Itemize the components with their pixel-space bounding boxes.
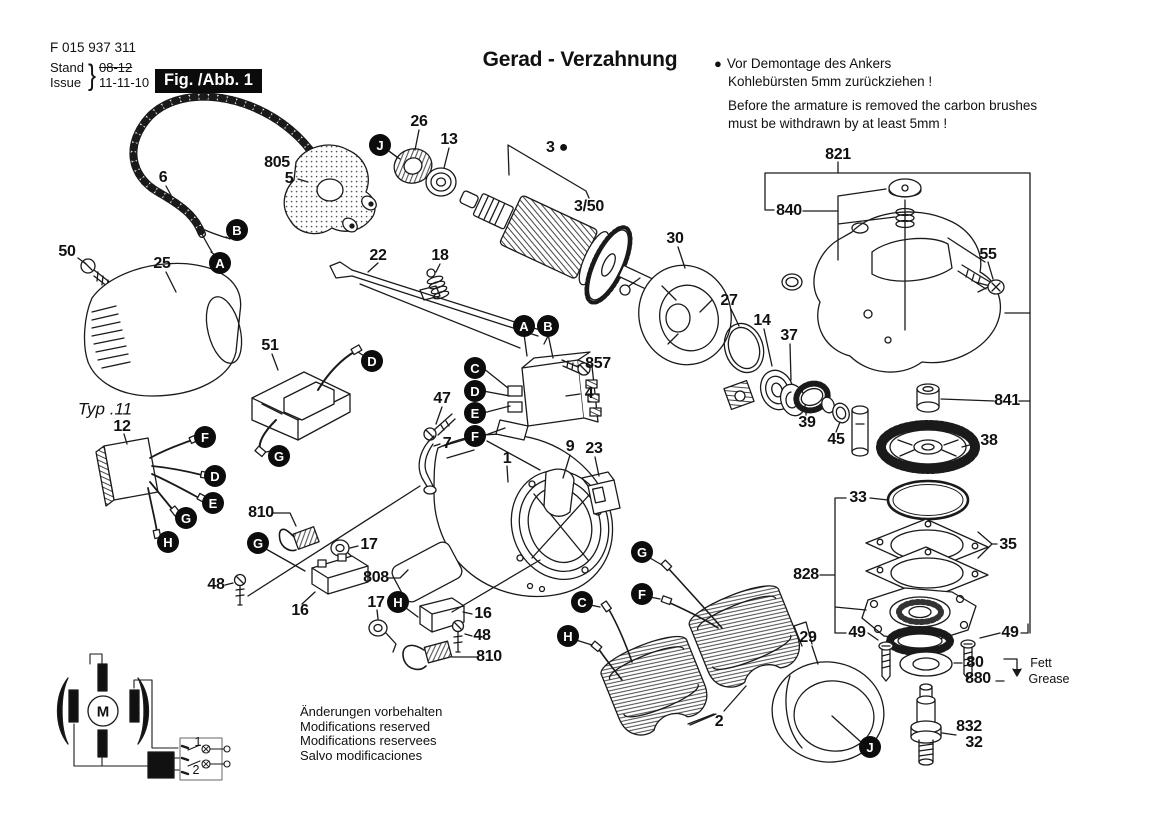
armature-callout-lines (508, 145, 589, 198)
stator-half-left (597, 629, 714, 742)
part-26: 26 (410, 113, 428, 130)
part-17-left: 17 (360, 536, 378, 553)
stand-value: 08-12 (99, 60, 133, 76)
part-16-right: 16 (474, 605, 492, 622)
part-3-50: 3/50 (574, 198, 604, 215)
gaskets-35 (866, 519, 997, 599)
part-38: 38 (980, 432, 998, 449)
part-821: 821 (825, 146, 851, 163)
leader-lines (166, 152, 716, 725)
screw-47 (424, 407, 455, 440)
wiring-schematic (58, 654, 231, 780)
part-880: 880 (965, 670, 991, 687)
warning-notice (714, 55, 1059, 133)
marker-h-brush: H (387, 591, 409, 613)
part-37: 37 (780, 327, 798, 344)
part-23: 23 (585, 440, 603, 457)
brace-glyph: } (87, 59, 97, 92)
part-32: 32 (965, 734, 983, 751)
switch-lever-22 (330, 262, 548, 348)
motor-symbol: M (96, 703, 110, 721)
part-6: 6 (158, 169, 168, 186)
marker-b-switch: B (537, 315, 559, 337)
part-18: 18 (431, 247, 449, 264)
marker-h-stator: H (557, 625, 579, 647)
part-805: 805 (264, 154, 290, 171)
marker-f-stator: F (631, 583, 653, 605)
part-50: 50 (58, 243, 76, 260)
marker-j-guard: J (859, 736, 881, 758)
drawing-title: Gerad - Verzahnung (482, 48, 678, 71)
part-840: 840 (776, 202, 802, 219)
washer-80 (900, 652, 962, 676)
marker-e-switch: E (464, 402, 486, 424)
suppressor-12 (96, 434, 209, 539)
part-47: 47 (433, 390, 451, 407)
marker-e-suppressor: E (202, 492, 224, 514)
grease-label-en: Grease (1028, 671, 1070, 686)
part-14: 14 (753, 312, 771, 329)
footer-line-es: Salvo modificaciones (300, 747, 423, 763)
part-25: 25 (153, 255, 171, 272)
part-35: 35 (999, 536, 1017, 553)
drawing-header (50, 40, 149, 93)
marker-g-module: G (268, 445, 290, 467)
marker-d-switch: D (464, 380, 486, 402)
part-841: 841 (994, 392, 1020, 409)
issue-label: Issue (50, 75, 82, 90)
footer-line-en: Modifications reserved (300, 718, 431, 734)
circuit-contact-2: 2 (192, 762, 200, 777)
power-cord (133, 97, 310, 255)
part-29: 29 (799, 629, 817, 646)
grease-label-de: Fett (1030, 655, 1052, 670)
part-12: 12 (113, 418, 131, 435)
part-9: 9 (565, 438, 575, 455)
part-16-left: 16 (291, 602, 309, 619)
part-832: 832 (956, 718, 982, 735)
sleeve-841 (917, 384, 1030, 412)
marker-f-switch: F (464, 425, 486, 447)
part-27: 27 (720, 292, 738, 309)
marker-c-switch: C (464, 357, 486, 379)
part-80: 80 (966, 654, 984, 671)
notice-en-line2: must be withdrawn by at least 5mm ! (728, 115, 948, 131)
part-39: 39 (798, 414, 816, 431)
o-ring-33 (836, 481, 968, 519)
part-7: 7 (442, 435, 452, 452)
crown-gear-38 (881, 425, 977, 469)
part-49-right: 49 (1001, 624, 1019, 641)
marker-f-suppressor: F (194, 426, 216, 448)
marker-g-stator: G (631, 541, 653, 563)
footer-line-de: Änderungen vorbehalten (300, 704, 443, 719)
notice-de-line1: Vor Demontage des Ankers (726, 56, 892, 71)
marker-g-suppressor: G (175, 507, 197, 529)
part-17-right: 17 (367, 594, 385, 611)
marker-d-module: D (361, 350, 383, 372)
motor-cover (85, 263, 248, 396)
revision-block (50, 59, 149, 93)
part-22: 22 (369, 247, 387, 264)
part-45: 45 (827, 431, 845, 448)
marker-c-stator: C (571, 591, 593, 613)
stand-label: Stand (50, 60, 84, 76)
gear-housing (782, 200, 1000, 456)
spindle-32 (911, 684, 956, 765)
part-30: 30 (666, 230, 684, 247)
part-810-left: 810 (248, 504, 274, 521)
notice-de-line2: Kohlebürsten 5mm zurückziehen ! (728, 73, 933, 89)
marker-a-switch: A (513, 315, 535, 337)
type-label: Typ .11 (77, 399, 133, 419)
marker-b-cord: B (226, 219, 248, 241)
marker-h-suppressor: H (157, 531, 179, 553)
mains-plug (284, 145, 379, 235)
marker-a-cord: A (209, 252, 231, 274)
part-2: 2 (714, 713, 724, 730)
bearing-13 (426, 148, 456, 196)
circuit-contact-1: 1 (194, 734, 202, 749)
part-48-right: 48 (473, 627, 491, 644)
part-5: 5 (284, 170, 294, 187)
marker-j-top: J (369, 134, 391, 156)
figure-label: Fig. /Abb. 1 (155, 69, 262, 93)
part-13: 13 (440, 131, 458, 148)
footer-line-fr: Modifications reservees (300, 733, 437, 749)
part-51: 51 (261, 337, 279, 354)
part-828: 828 (793, 566, 819, 583)
module-51 (252, 345, 364, 457)
part-48-left: 48 (207, 576, 225, 593)
sliding-block (724, 381, 754, 410)
part-number: F 015 937 311 (50, 40, 137, 55)
part-55: 55 (979, 246, 997, 263)
bullet-icon: ● (714, 56, 722, 71)
brush-group-left (225, 486, 420, 605)
fan-baffle (620, 247, 742, 375)
part-3: 3 ● (545, 139, 569, 156)
notice-en-line1: Before the armature is removed the carbon brushes (728, 97, 1038, 113)
part-1: 1 (502, 450, 512, 467)
modifications-note (300, 705, 442, 764)
part-49-left: 49 (848, 624, 866, 641)
part-810-right: 810 (476, 648, 502, 665)
issue-value: 11-11-10 (99, 75, 150, 90)
part-808: 808 (363, 569, 389, 586)
grease-arrow (996, 659, 1021, 681)
part-33: 33 (849, 489, 867, 506)
part-4: 4 (584, 385, 594, 402)
part-857: 857 (585, 355, 611, 372)
marker-d-suppressor: D (204, 465, 226, 487)
pinion-39 (793, 379, 837, 415)
marker-g-brush: G (247, 532, 269, 554)
